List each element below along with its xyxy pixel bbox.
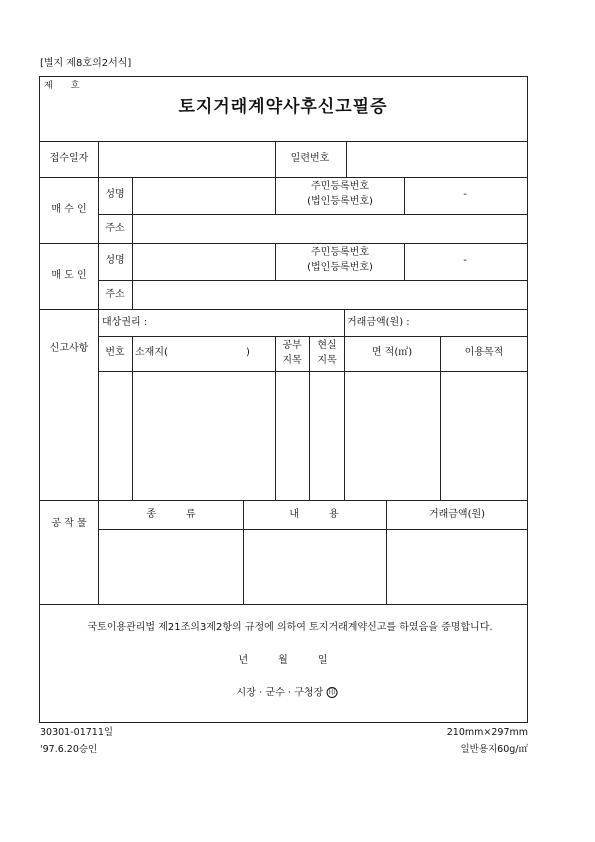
row-line (98, 529, 528, 530)
col-divider (386, 500, 387, 604)
footer-code: 30301-01711일 (40, 727, 114, 738)
table-right-border (527, 76, 528, 723)
page-title: 토지거래계약사후신고필증 (178, 97, 388, 117)
row-line (39, 500, 528, 501)
receipt-date-label: 접수일자 (49, 153, 89, 164)
date-line: 년 월 일 (238, 655, 328, 666)
col-divider (132, 177, 133, 243)
buyer-id-label-line1: 주민등록번호 (311, 181, 369, 192)
col-header-actual-line1: 현실 (317, 340, 337, 351)
col-divider (309, 336, 310, 500)
row-line (39, 243, 528, 244)
row-line (98, 336, 528, 337)
row-line (98, 280, 528, 281)
col-header-usage: 이용목적 (464, 347, 504, 358)
seller-name-label: 성명 (105, 255, 125, 266)
form-code: [별지 제8호의2서식] (40, 58, 132, 69)
structures-label: 공 작 물 (51, 518, 87, 529)
label-column-divider (98, 141, 99, 604)
footer-paper: 일반용지60g/㎡ (460, 744, 528, 755)
table-left-border (39, 76, 40, 723)
col-header-no: 번호 (105, 347, 125, 358)
row-line (39, 177, 528, 178)
col-divider (132, 336, 133, 500)
amount-label: 거래금액(원) : (347, 317, 410, 328)
number-label: 제 호 (44, 81, 80, 91)
structures-header-content: 내 용 (289, 509, 339, 520)
structures-header-type: 종 류 (146, 509, 196, 520)
row-line (98, 371, 528, 372)
col-divider (243, 500, 244, 604)
buyer-name-label: 성명 (105, 189, 125, 200)
col-divider (404, 177, 405, 214)
col-header-location-close: ) (246, 347, 250, 358)
seller-address-label: 주소 (105, 289, 125, 300)
col-divider (440, 336, 441, 500)
certification-statement: 국토이용관리법 제21조의3제2항의 규정에 의하여 토지거래계약신고를 하였음을 증명합니다. (87, 622, 493, 633)
seller-id-label-line2: (법인등록번호) (307, 262, 373, 273)
seller-label: 매 도 인 (51, 270, 87, 281)
seller-id-label-line1: 주민등록번호 (311, 247, 369, 258)
col-header-area: 면 적(㎡) (371, 347, 413, 358)
buyer-address-label: 주소 (105, 223, 125, 234)
signer-line (237, 687, 338, 700)
row-line (39, 141, 528, 142)
col-divider (275, 177, 276, 214)
col-header-actual-line2: 지목 (317, 355, 337, 366)
target-right-label: 대상권리 : (102, 317, 148, 328)
row-line (39, 604, 528, 605)
buyer-label: 매 수 인 (51, 204, 87, 215)
signer: 시장 · 군수 · 구청장 (236, 687, 324, 699)
row-line (39, 309, 528, 310)
seal-icon: 印 (328, 688, 336, 696)
report-label: 신고사항 (49, 343, 89, 354)
serial-no-label: 일련번호 (290, 153, 330, 164)
col-divider (344, 336, 345, 500)
col-header-official-line1: 공부 (282, 340, 302, 351)
footer-approval: '97.6.20승인 (40, 744, 98, 755)
col-divider (275, 141, 276, 177)
table-top-border (39, 76, 528, 77)
row-line (98, 214, 528, 215)
col-divider (404, 243, 405, 280)
col-divider (132, 243, 133, 309)
table-bottom-border (39, 722, 528, 723)
col-divider (346, 141, 347, 177)
footer-size: 210mm×297mm (446, 727, 528, 738)
col-header-official-line2: 지목 (282, 355, 302, 366)
col-header-location: 소재지( (135, 347, 168, 358)
col-divider (344, 309, 345, 336)
structures-header-amount: 거래금액(원) (428, 509, 486, 520)
col-divider (275, 336, 276, 500)
buyer-id-label-line2: (법인등록번호) (307, 196, 373, 207)
col-divider (275, 243, 276, 280)
buyer-id-dash: - (463, 189, 467, 200)
seller-id-dash: - (463, 255, 467, 266)
